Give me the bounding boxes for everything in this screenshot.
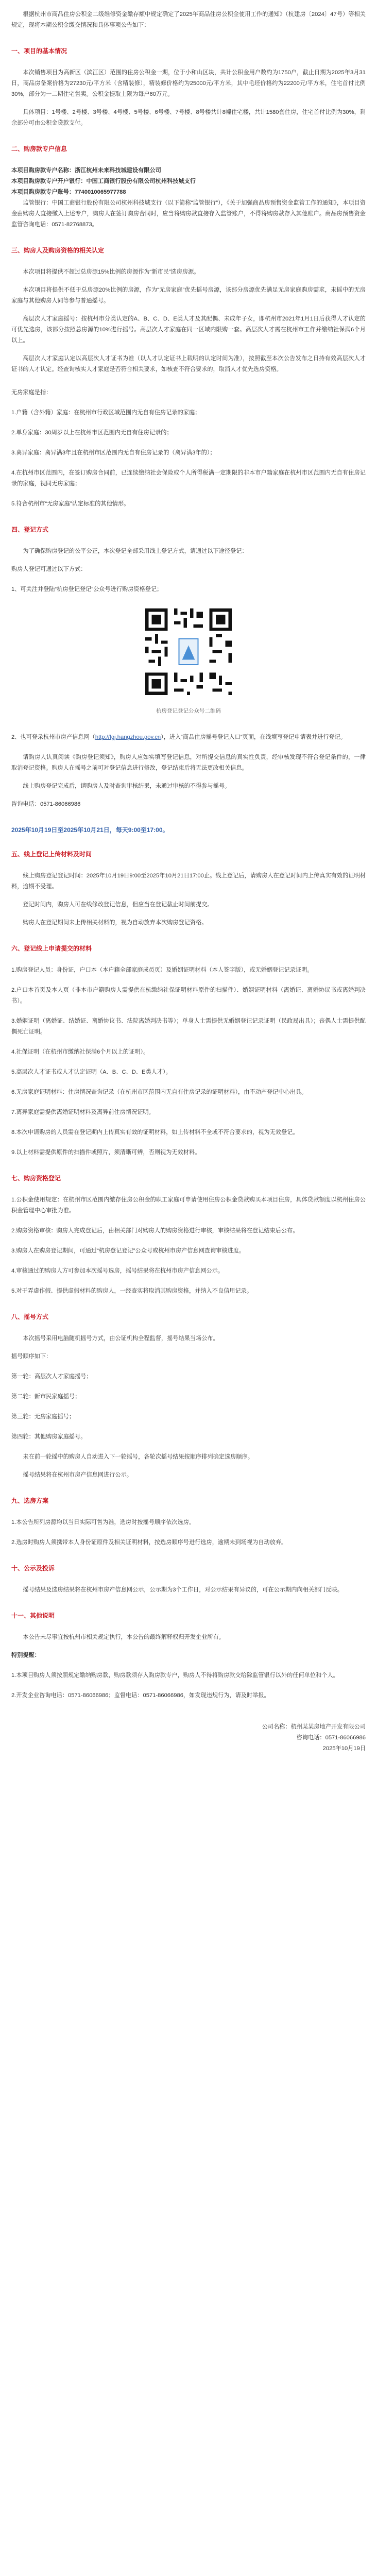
announcement-content: [11, 9, 366, 1754]
section-title-qualification: 三、购房人及购房资格的相关认定: [11, 247, 105, 254]
qualification-registration-item: 1.公积金使用规定：在杭州市区范围内缴存住房公积金的职工家庭可申请使用住房公积金贷款购买本项目住房，具体贷款额度以杭州住房公积金管理中心审批为准。: [11, 1197, 366, 1214]
qr-code-wrapper: [11, 605, 366, 701]
signature-date: 2025年10月19日: [322, 1745, 366, 1752]
upload-time-paragraph-3: 购房人在登记期间未上传相关材料的，视为自动放弃本次购房登记资格。: [23, 920, 208, 926]
registration-result-paragraph: 线上购房登记完成后，请购房人及时查询审核结果，未通过审核的不得参与摇号。: [23, 783, 231, 789]
lottery-round: 第二轮：新市民家庭摇号；: [11, 1394, 81, 1400]
section-title-upload-time: 五、线上登记上传材料及时间: [11, 851, 92, 858]
section-title-selection: 九、选房方案: [11, 1497, 49, 1504]
qualification-paragraph-4: 高层次人才家庭认定以高层次人才证书为准（以人才认定证书上载明的认定时间为准），按照截至本次公告发布之日持有效高层次人才证书的人才认定。经查询核实人才家庭是否符合相关要求，如核查不符合要求的，取消人才优先选房资格。: [11, 355, 366, 372]
hotline-number: 0571-86066986: [40, 801, 81, 807]
qr-code-caption: 杭房登记登记公众号二维码: [156, 708, 221, 714]
method-2-text-a: 2、也可登录杭州市房产信息网（: [11, 734, 95, 740]
account-number: 本项目购房款专户账号：7740010065977788: [11, 189, 126, 195]
hotline-line: [11, 799, 366, 810]
qualification-paragraph-2: 本次项目将提供不低于总房源20%比例的房源，作为“无房家庭”优先摇号房源，该部分房源优先满足无房家庭购房需求，未摇中的无房家庭与其他购房人同等参与普通摇号。: [11, 287, 366, 304]
special-reminder-item: 2.开发企业咨询电话：0571-86066986；监督电话：0571-86066986，如发现违规行为，请及时举报。: [11, 1692, 270, 1699]
material-item: 6.无房家庭证明材料：住房情况查询记录（在杭州市区范围内无自有住房记录的证明材料），由不动产登记中心出具。: [11, 1089, 307, 1095]
lottery-paragraph-3: 未在前一轮摇中的购房人自动进入下一轮摇号，各轮次摇号结果按顺序排列确定选房顺序。: [23, 1454, 253, 1460]
material-item: 1.购房登记人员：身份证，户口本（本户籍全部家庭成员页）及婚姻证明材料（本人签字版），或无婚姻登记记录证明。: [11, 967, 313, 973]
hotline-label: 咨询电话：: [11, 801, 40, 807]
selection-item: 2.选房时购房人须携带本人身份证原件及相关证明材料，按选房顺序号进行选房，逾期未到场视为自动放弃。: [11, 1539, 287, 1546]
qualification-paragraph-3: 高层次人才家庭摇号：按杭州市分类认定的A、B、C、D、E类人才及其配偶、未成年子女，即杭州市2021年1月1日后获得人才认定的可优先选房，该部分按照总房源的10%进行摇号。高层次人才家庭在同一区域内限购一套。高层次人才需在杭州市工作并缴纳社保满6个月以上。: [11, 316, 366, 344]
material-item: 3.婚姻证明（离婚证、结婚证、离婚协议书、法院离婚判决书等）；单身人士需提供无婚姻登记记录证明（民政局出具）；丧偶人士需提供配偶死亡证明。: [11, 1018, 366, 1035]
account-name: 本项目购房款专户名称：浙江杭州未来科技城建设有限公司: [11, 167, 161, 174]
material-item: 9.以上材料需提供原件的扫描件或照片，须清晰可辨，否则视为无效材料。: [11, 1149, 201, 1156]
publicity-paragraph: 摇号结果及选房结果将在杭州市房产信息网公示，公示期为3个工作日，对公示结果有异议的，可在公示期内向相关部门反映。: [23, 1587, 343, 1593]
method-2-text-b: ），进入“商品住房摇号登记入口”页面，在线填写登记申请表并进行登记。: [161, 734, 347, 740]
section-title-materials: 六、登记线上申请提交的材料: [11, 945, 92, 952]
project-buildings-paragraph: 具体项目：1号楼、2号楼、3号楼、4号楼、5号楼、6号楼、7号楼、8号楼共计8幢住宅楼，共计1580套住房，住宅首付比例为30%，剩余部分可由公积金贷款支付。: [11, 109, 366, 126]
section-title-qualification-registration: 七、购房资格登记: [11, 1175, 61, 1182]
lottery-order-label: 摇号顺序如下：: [11, 1353, 52, 1360]
qr-code-icon: [142, 605, 235, 698]
signature-phone: 咨询电话：0571-86066986: [296, 1735, 366, 1741]
qualification-paragraph-1: 本次项目将提供不超过总房源15%比例的房源作为“新市民”选房房源。: [23, 269, 200, 275]
no-house-item: 2.单身家庭：30周岁以上在杭州市区范围内无自有住房记录的；: [11, 430, 173, 436]
qualification-registration-item: 2.购房资格审核：购房人完成登记后，由相关部门对购房人的购房资格进行审核，审核结果将在登记结束后公布。: [11, 1228, 299, 1234]
registration-methods-label: 购房人登记可通过以下方式：: [11, 566, 87, 572]
qualification-registration-item: 5.对于弄虚作假、提供虚假材料的购房人，一经查实将取消其购房资格，并纳入不良信用记录。: [11, 1288, 253, 1294]
no-house-list-title: 无房家庭是指：: [11, 389, 52, 396]
section-title-lottery: 八、摇号方式: [11, 1313, 49, 1320]
registration-method-2: [11, 732, 366, 743]
qualification-registration-item: 4.审核通过的购房人方可参加本次摇号选房，摇号结果将在杭州市房产信息网公示。: [11, 1268, 224, 1274]
no-house-item: 4.在杭州市区范围内，在签订购房合同前，已连续缴纳社会保险或个人所得税满一定期限的非本市户籍家庭在杭州市区范围内无自有住房记录的家庭，视同无房家庭；: [11, 470, 366, 487]
signature-company: 公司名称：杭州某某房地产开发有限公司: [262, 1724, 366, 1730]
selection-item: 1.本公告所列房源均以当日实际可售为准，选房时按摇号顺序依次选房。: [11, 1519, 195, 1526]
registration-notice-paragraph: 请购房人认真阅读《购房登记须知》，购房人应如实填写登记信息，对所提交信息的真实性负责，经审核发现不符合登记条件的，一律取消登记资格。购房人在摇号之前可对登记信息进行修改，登记结束后将无法更改相关信息。: [11, 754, 366, 771]
project-info-paragraph: 本次销售项目为高新区（滨江区）范围的住房公积金一期，位于小和山区块，共计公积金用户数约为1750户，截止日期为2025年3月31日，商品房备案价格为27230元/平方米（含精装修），精装修价格约为25000元/平方米，其中毛坯价格约为22200元/平方米，住宅首付比例30%，部分为一二期住宅售卖。公积金提取上限为每户60万元。: [11, 70, 366, 97]
lottery-paragraph-1: 本次摇号采用电脑随机摇号方式，由公证机构全程监督，摇号结果当场公布。: [23, 1335, 219, 1342]
no-house-item: 1.户籍（含外籍）家庭：在杭州市行政区域范围内无自有住房记录的家庭；: [11, 410, 201, 416]
registration-paragraph: 为了确保购房登记的公平公正，本次登记全部采用线上登记方式，请通过以下途径登记：: [23, 548, 248, 554]
registration-time: 2025年10月19日至2025年10月21日，每天9:00至17:00。: [11, 826, 169, 834]
section-title-publicity: 十、公示及投诉: [11, 1565, 55, 1572]
material-item: 5.高层次人才证书或人才认定证明（A、B、C、D、E类人才）。: [11, 1069, 172, 1075]
section-title-project-info: 一、项目的基本情况: [11, 47, 67, 55]
no-house-item: 3.离异家庭：离异满3年且在杭州市区范围内无自有住房记录的（离异满3年的）；: [11, 450, 216, 456]
qualification-registration-item: 3.购房人在购房登记期间，可通过“杭房登记登记”公众号或杭州市房产信息网查询审核进度。: [11, 1248, 245, 1254]
housing-info-link[interactable]: http://fgj.hangzhou.gov.cn: [95, 734, 161, 740]
lottery-round: 第四轮：其他购房家庭摇号。: [11, 1434, 87, 1440]
lottery-paragraph-4: 摇号结果将在杭州市房产信息网进行公示。: [23, 1472, 132, 1478]
upload-time-paragraph-2: 登记时间内，购房人可在线修改登记信息，但应当在登记截止时间前提交。: [23, 902, 213, 908]
qr-code-image: [142, 605, 235, 698]
section-title-other: 十一、其他说明: [11, 1612, 55, 1619]
material-item: 2.户口本首页及本人页（非本市户籍购房人需提供在杭缴纳社保证明材料原件的扫描件）、婚姻证明材料（离婚证、离婚协议书或离婚判决书）。: [11, 987, 366, 1004]
lottery-round: 第一轮：高层次人才家庭摇号；: [11, 1374, 92, 1380]
special-reminder-title: 特别提醒：: [11, 1652, 40, 1658]
account-supervision-paragraph: 监管银行：中国工商银行股份有限公司杭州科技城支行（以下简称“监管银行”），《关于加强商品房预售资金监管工作的通知》，本项目资金由购房人直接缴入上述专户，购房人在签订购房合同时，应当将购房款直接存入监管账户，不得将购房款存入其他账户。商品房预售资金监管咨询电话：0571-82768873。: [11, 200, 366, 228]
lottery-round: 第三轮：无房家庭摇号；: [11, 1414, 75, 1420]
intro-paragraph: 根据杭州市商品住房公积金二级维修资金缴存额中规定确定了2025年商品住房公积金使用工作的通知》（杭建房〔2024〕47号）等相关规定，现将本期公积金缴交情况和具体事项公告如下：: [11, 11, 366, 28]
material-item: 7.离异家庭需提供离婚证明材料及离异前住房情况证明。: [11, 1109, 155, 1115]
section-title-registration: 四、登记方式: [11, 526, 49, 533]
material-item: 4.社保证明（在杭州市缴纳社保满6个月以上的证明）。: [11, 1049, 149, 1055]
upload-time-paragraph-1: 线上购房登记登记时间：2025年10月19日9:00至2025年10月21日17:00止。线上登记后，请购房人在登记时间内上传真实有效的证明材料，逾期不受理。: [11, 873, 366, 890]
no-house-item: 5.符合杭州市“无房家庭”认定标准的其他情形。: [11, 501, 130, 507]
special-reminder-item: 1.本项目购房人须按照规定缴纳购房款，购房款须存入购房款专户，购房人不得将购房款交给除监管银行以外的任何单位和个人。: [11, 1672, 339, 1679]
account-bank: 本项目购房款专户开户银行：中国工商银行股份有限公司杭州科技城支行: [11, 178, 196, 184]
section-title-account-info: 二、购房款专户信息: [11, 145, 67, 152]
registration-method-1: 1、可关注并登陆“杭房登记登记”公众号进行购房资格登记；: [11, 586, 163, 592]
signature-block: [11, 1722, 366, 1754]
material-item: 8.本次申请购房的人员需在登记期内上传真实有效的证明材料，如上传材料不全或不符合要求的，视为无效登记。: [11, 1129, 299, 1136]
other-paragraph: 本公告未尽事宜按杭州市相关规定执行，本公告的最终解释权归开发企业所有。: [23, 1634, 225, 1640]
